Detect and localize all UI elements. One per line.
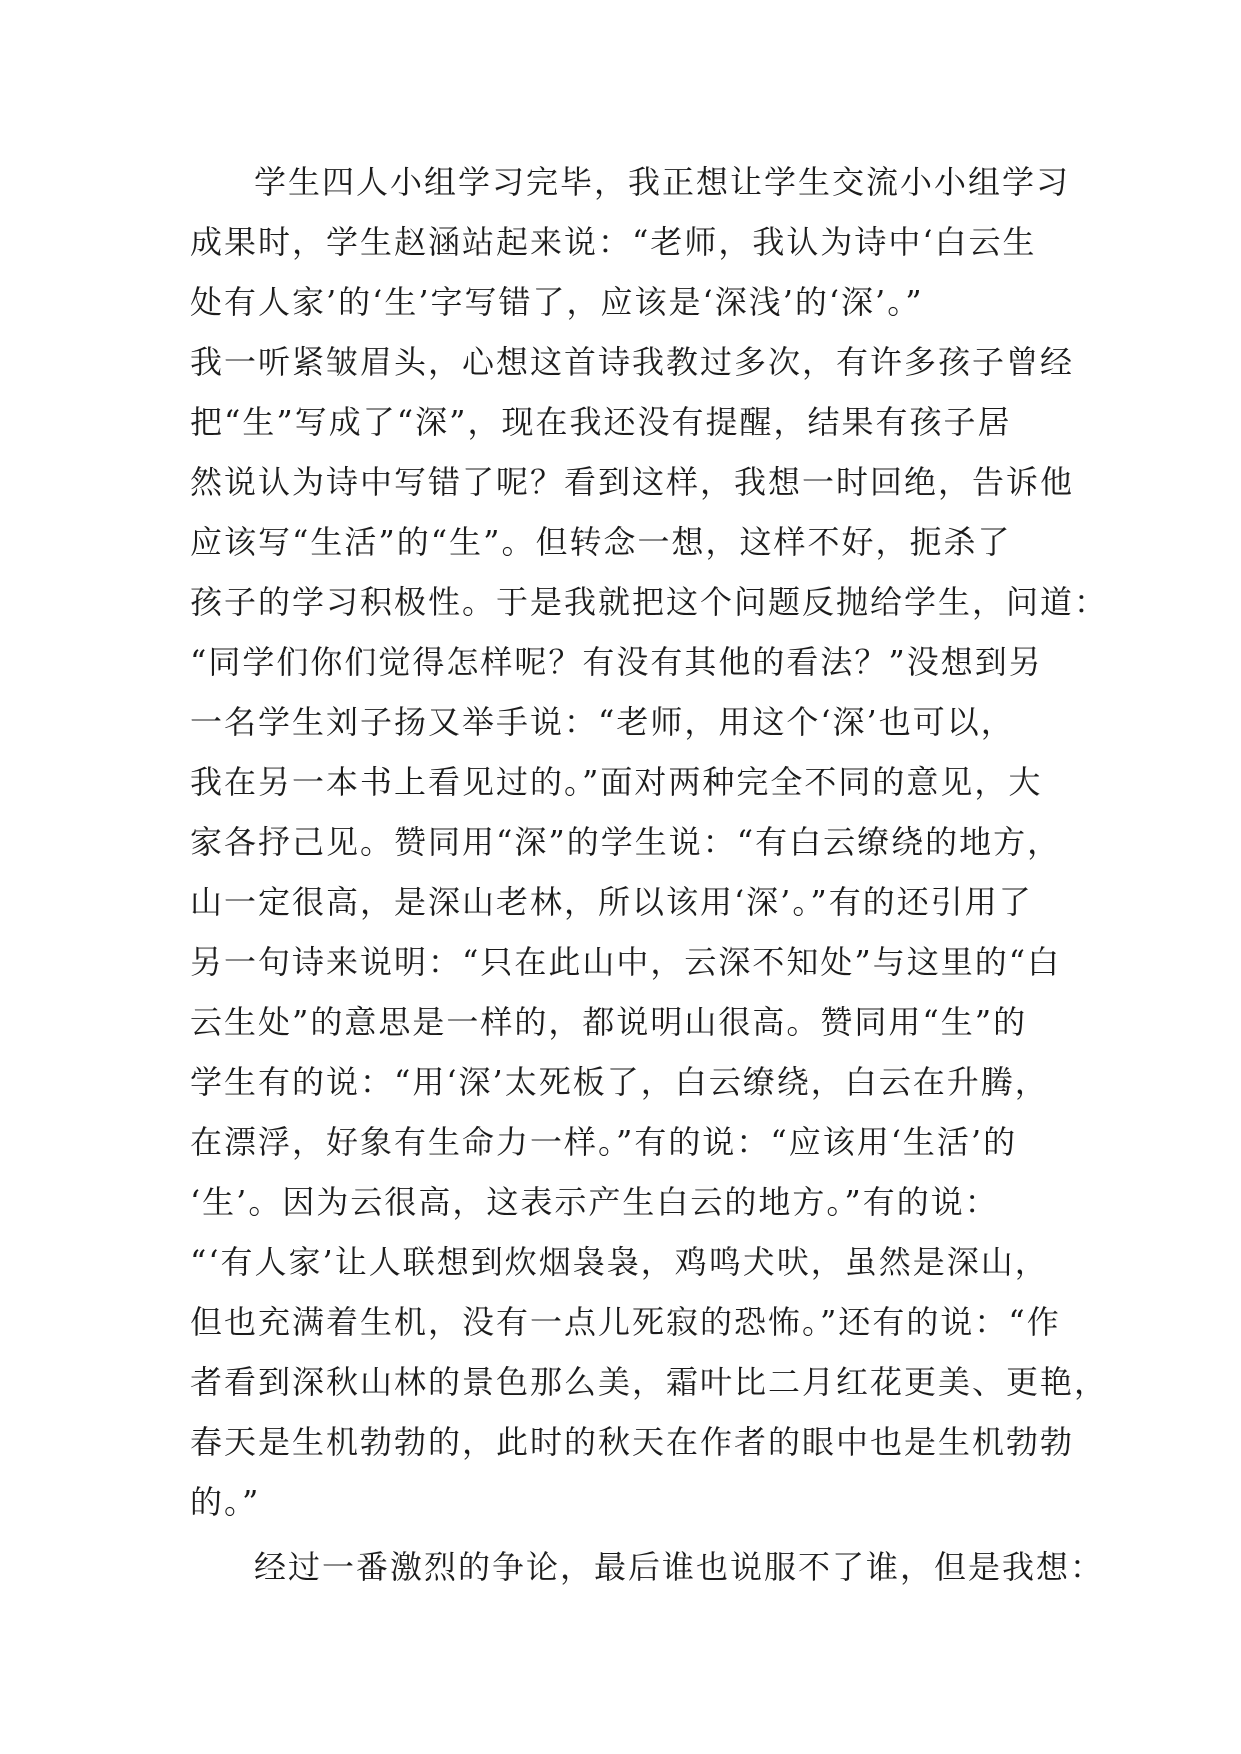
paragraph-1-line-10: 一名学生刘子扬又举手说：“老师，用这个‘深’也可以， <box>190 703 1015 741</box>
paragraph-1-line-20: 但也充满着生机，没有一点儿死寂的恐怖。”还有的说：“作 <box>190 1303 1061 1341</box>
paragraph-1-line-4: 我一听紧皱眉头，心想这首诗我教过多次，有许多孩子曾经 <box>190 343 1075 381</box>
paragraph-1-line-15: 云生处”的意思是一样的，都说明山很高。赞同用“生”的 <box>190 1003 1028 1041</box>
paragraph-1-line-7: 应该写“生活”的“生”。但转念一想，这样不好，扼杀了 <box>190 523 1012 561</box>
paragraph-1-line-6: 然说认为诗中写错了呢？看到这样，我想一时回绝，告诉他 <box>190 463 1075 501</box>
paragraph-1-line-13: 山一定很高，是深山老林，所以该用‘深’。”有的还引用了 <box>190 883 1033 921</box>
paragraph-1-line-1: 学生四人小组学习完毕，我正想让学生交流小小组学习 <box>254 163 1071 201</box>
paragraph-1-line-9: “同学们你们觉得怎样呢？有没有其他的看法？”没想到另 <box>190 643 1043 681</box>
paragraph-1-line-22: 春天是生机勃勃的，此时的秋天在作者的眼中也是生机勃勃 <box>190 1423 1075 1461</box>
paragraph-1-line-14: 另一句诗来说明：“只在此山中，云深不知处”与这里的“白 <box>190 943 1062 981</box>
paragraph-1-line-5: 把“生”写成了“深”，现在我还没有提醒，结果有孩子居 <box>190 403 1012 441</box>
paragraph-1-line-23: 的。” <box>190 1483 261 1521</box>
paragraph-1-line-21: 者看到深秋山林的景色那么美，霜叶比二月红花更美、更艳， <box>190 1363 1109 1401</box>
paragraph-1-line-12: 家各抒己见。赞同用“深”的学生说：“有白云缭绕的地方， <box>190 823 1062 861</box>
paragraph-1-line-8: 孩子的学习积极性。于是我就把这个问题反抛给学生，问道： <box>190 583 1109 621</box>
paragraph-2-line-1: 经过一番激烈的争论，最后谁也说服不了谁，但是我想： <box>254 1548 1105 1586</box>
paragraph-1-line-18: ‘生’。因为云很高，这表示产生白云的地方。”有的说： <box>190 1183 999 1221</box>
paragraph-1-line-17: 在漂浮，好象有生命力一样。”有的说：“应该用‘生活’的 <box>190 1123 1018 1161</box>
paragraph-1-line-11: 我在另一本书上看见过的。”面对两种完全不同的意见，大 <box>190 763 1043 801</box>
paragraph-1-line-3: 处有人家’的‘生’字写错了，应该是‘深浅’的‘深’。” <box>190 283 924 321</box>
paragraph-1-line-19: “‘有人家’让人联想到炊烟袅袅，鸡鸣犬吠，虽然是深山， <box>190 1243 1049 1281</box>
paragraph-1-line-2: 成果时，学生赵涵站起来说：“老师，我认为诗中‘白云生 <box>190 223 1037 261</box>
paragraph-1-line-16: 学生有的说：“用‘深’太死板了，白云缭绕，白云在升腾， <box>190 1063 1049 1101</box>
